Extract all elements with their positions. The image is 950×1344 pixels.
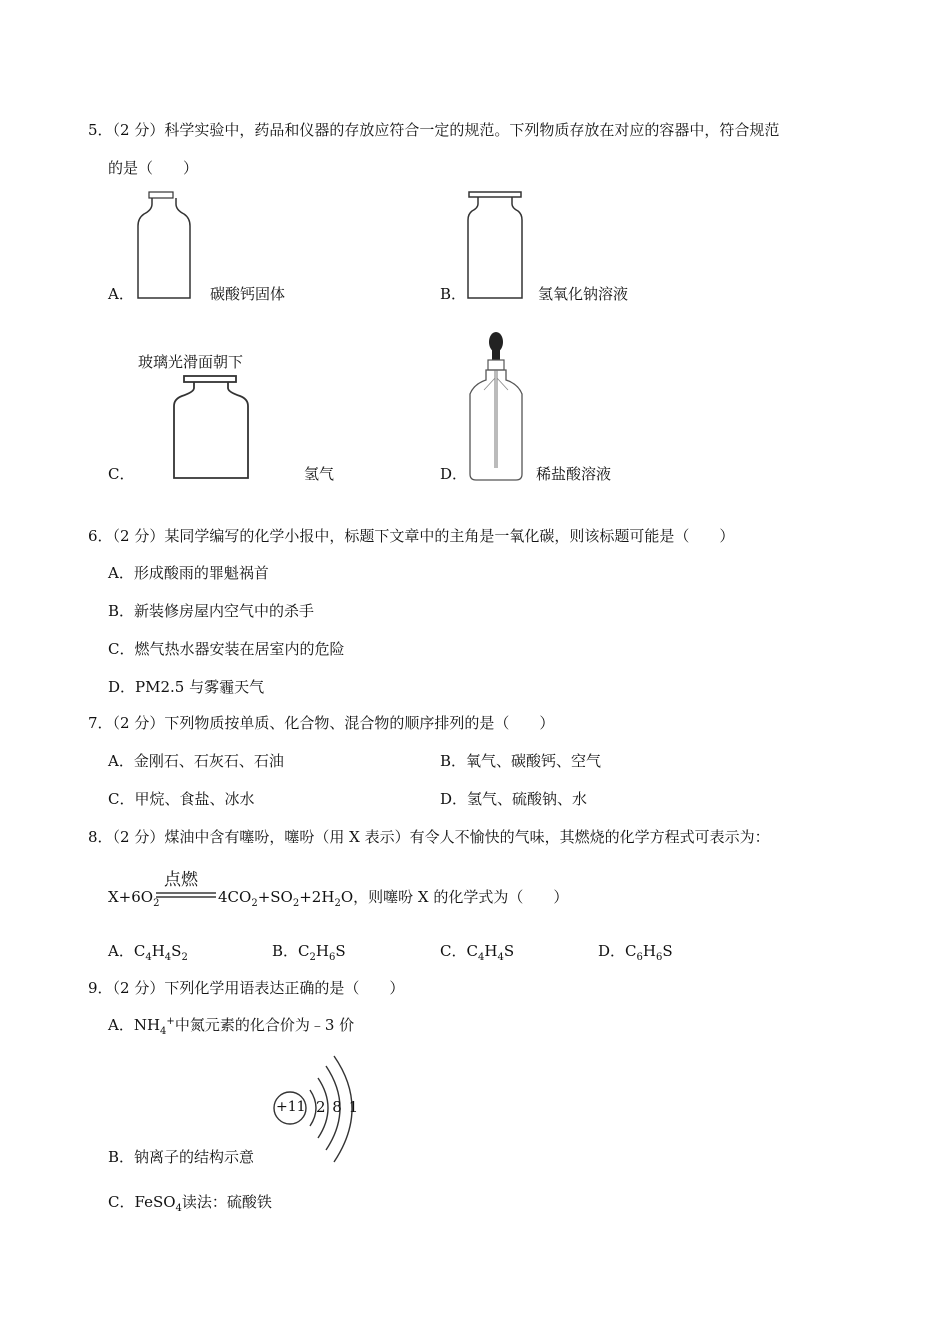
q6-option-d: D．PM2.5 与雾霾天气 (108, 678, 265, 696)
q5-bottle-a-image (132, 190, 196, 302)
q8-option-c: C．$C_4H_4S$ (440, 942, 515, 963)
q6-stem: 6．（2 分）某同学编写的化学小报中，标题下文章中的主角是一氧化碳，则该标题可能是（ ） (88, 527, 735, 545)
q9-atom-shell-electrons: 2 8 1 (316, 1098, 359, 1116)
q5-stem-line1: 5．（2 分）科学实验中，药品和仪器的存放应符合一定的规范。下列物质存放在对应的容器中，符合规范 (88, 121, 780, 139)
q9-option-a: A．$NH_4^+$中氮元素的化合价为﹣3 价 (108, 1016, 355, 1037)
q5-option-b-text: 氢氧化钠溶液 (538, 285, 629, 303)
q8-reaction-condition: 点燃 (164, 870, 198, 890)
q5-bottle-b-image (464, 190, 526, 302)
q8-equation-right: $4CO_2+SO_2+2H_2O$，则噻吩 X 的化学式为（ ） (218, 888, 569, 909)
q7-option-c: C．甲烷、食盐、冰水 (108, 790, 255, 808)
q5-option-d-letter: D． (440, 465, 468, 483)
q5-bottle-c-image (166, 374, 256, 482)
q8-option-a: A．$C_4H_4S_2$ (108, 942, 188, 963)
q5-option-c-letter: C． (108, 465, 135, 483)
q5-option-a-letter: A． (108, 285, 134, 303)
q5-bottle-d-image (462, 328, 530, 482)
q9-option-c: C．FeSO$_4$读法：硫酸铁 (108, 1193, 272, 1214)
q5-option-d-text: 稀盐酸溶液 (536, 465, 612, 483)
q7-option-d: D．氢气、硫酸钠、水 (440, 790, 588, 808)
q9-stem: 9．（2 分）下列化学用语表达正确的是（ ） (88, 979, 405, 997)
q5-bottle-c-caption: 玻璃光滑面朝下 (138, 353, 244, 371)
q7-option-a: A．金刚石、石灰石、石油 (108, 752, 284, 770)
q5-option-b-letter: B． (440, 285, 467, 303)
q6-option-a: A．形成酸雨的罪魁祸首 (108, 564, 269, 582)
q7-stem: 7．（2 分）下列物质按单质、化合物、混合物的顺序排列的是（ ） (88, 714, 555, 732)
q8-equation-tail: ，则噻吩 X 的化学式为（ ） (353, 888, 569, 906)
q6-option-c: C．燃气热水器安装在居室内的危险 (108, 640, 345, 658)
q6-option-b: B．新装修房屋内空气中的杀手 (108, 602, 315, 620)
q8-option-d: D．$C_6H_6S$ (598, 942, 673, 963)
q5-option-c-text: 氢气 (304, 465, 335, 483)
q8-option-b: B．$C_2H_6S$ (272, 942, 346, 963)
q8-stem: 8．（2 分）煤油中含有噻吩，噻吩（用 X 表示）有令人不愉快的气味，其燃烧的化学方程式可表示为： (88, 828, 770, 846)
q5-stem-line2: 的是（ ） (108, 159, 199, 177)
q7-option-b: B．氧气、碳酸钙、空气 (440, 752, 602, 770)
q5-option-a-text: 碳酸钙固体 (210, 285, 286, 303)
q8-equation-left: $X+6O_2$ (108, 888, 160, 909)
q9-atom-nucleus: +11 (276, 1099, 306, 1115)
q8-equation-double-line (156, 892, 218, 900)
q9-option-b: B．钠离子的结构示意 (108, 1148, 255, 1166)
